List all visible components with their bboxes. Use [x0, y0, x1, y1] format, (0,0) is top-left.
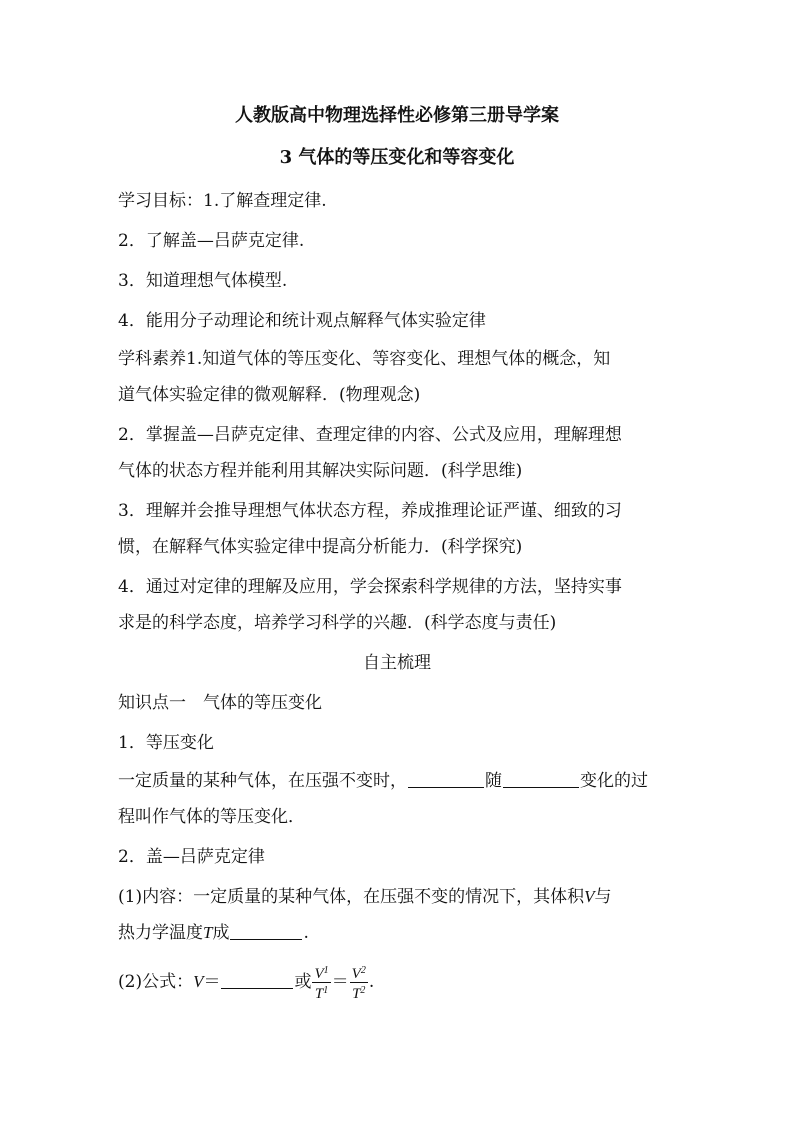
subsection-2-title: 2．盖—吕萨克定律 — [118, 847, 265, 867]
fill-in-sentence-1 — [118, 770, 678, 792]
fraction-v2-t2 — [350, 963, 368, 1002]
law-content-line1 — [118, 886, 678, 908]
literacy-label: 学科素养 — [118, 349, 186, 369]
numerator: $V^2$ — [351, 965, 366, 982]
sentence-part: 随 — [485, 771, 502, 791]
section-heading: 自主梳理 — [363, 653, 431, 673]
objective-1 — [118, 190, 678, 212]
sentence-part: 一定质量的某种气体，在压强不变时， — [118, 771, 407, 791]
numerator: $V^1$ — [314, 965, 329, 982]
or-text: 或 — [294, 972, 312, 992]
objective-3: 3．知道理想气体模型. — [118, 271, 288, 291]
law-formula — [118, 962, 678, 1002]
denominator: $T^2$ — [352, 985, 366, 1002]
period: . — [368, 972, 375, 992]
literacy-3-line1: 3．理解并会推导理想气体状态方程，养成推理论证严谨、细致的习 — [118, 501, 622, 521]
lesson-title: 3 气体的等压变化和等容变化 — [279, 147, 515, 168]
answer-blank-2[interactable] — [503, 770, 579, 788]
knowledge-point-heading: 知识点一 气体的等压变化 — [118, 693, 322, 713]
period: . — [303, 923, 309, 943]
answer-blank-1[interactable] — [408, 770, 484, 788]
formula-volume: V — [193, 972, 204, 991]
fill-in-sentence-1-line2: 程叫作气体的等压变化． — [118, 807, 305, 827]
literacy-3-line2: 惯，在解释气体实验定律中提高分析能力．(科学探究) — [118, 537, 523, 557]
subsection-1-title: 1．等压变化 — [118, 733, 214, 753]
literacy-2-line1: 2．掌握盖—吕萨克定律、查理定律的内容、公式及应用，理解理想 — [118, 425, 622, 445]
sentence-part: 变化的过 — [580, 771, 648, 791]
sentence-part: 热力学温度 — [118, 923, 203, 943]
document-title: 人教版高中物理选择性必修第三册导学案 — [235, 105, 559, 126]
objective-2: 2．了解盖—吕萨克定律. — [118, 231, 305, 251]
literacy-1-line1 — [118, 348, 678, 370]
sentence-part: 成 — [212, 923, 230, 943]
temperature-symbol: T — [203, 923, 213, 942]
answer-blank-3[interactable] — [230, 922, 302, 940]
fraction-v1-t1 — [312, 963, 330, 1002]
answer-blank-4[interactable] — [221, 971, 293, 989]
literacy-1-line2: 道气体实验定律的微观解释．(物理观念) — [118, 385, 421, 405]
sentence-part: (1)内容：一定质量的某种气体，在压强不变的情况下，其体积 — [118, 887, 585, 907]
objective-text: 1.了解查理定律. — [203, 191, 327, 211]
denominator: $T^1$ — [314, 985, 329, 1002]
objectives-label: 学习目标： — [118, 191, 203, 211]
literacy-2-line2: 气体的状态方程并能利用其解决实际问题．(科学思维) — [118, 461, 523, 481]
literacy-text: 1.知道气体的等压变化、等容变化、理想气体的概念，知 — [186, 349, 611, 369]
objective-4: 4．能用分子动理论和统计观点解释气体实验定律 — [118, 311, 486, 331]
equals-sign: ＝ — [331, 972, 349, 992]
sentence-part: 与 — [594, 887, 612, 907]
literacy-4-line2: 求是的科学态度，培养学习科学的兴趣．(科学态度与责任) — [118, 613, 557, 633]
law-content-line2 — [118, 922, 678, 944]
formula-label: (2)公式： — [118, 972, 194, 992]
literacy-4-line1: 4．通过对定律的理解及应用，学会探索科学规律的方法，坚持实事 — [118, 577, 622, 597]
volume-symbol: V — [584, 887, 595, 906]
equals-sign: ＝ — [203, 972, 221, 992]
